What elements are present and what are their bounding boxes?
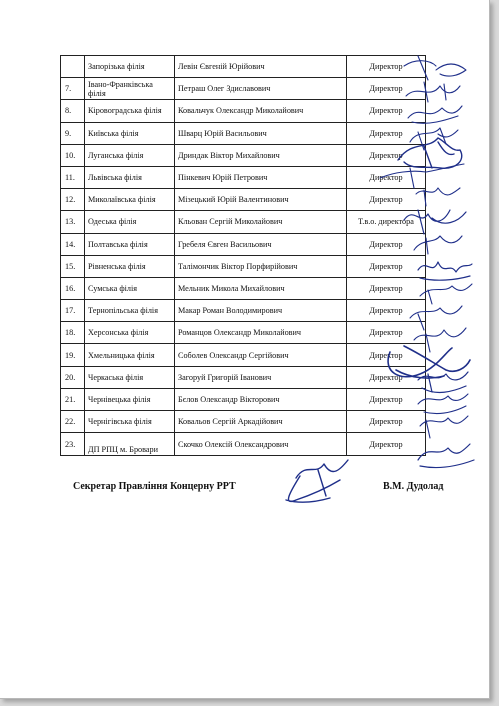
person-name: Мельник Микола Михайлович — [175, 277, 347, 299]
branch-name: Хмельницька філія — [85, 344, 175, 366]
row-number: 18. — [61, 322, 85, 344]
person-name: Ковальов Сергій Аркадійович — [175, 411, 347, 433]
row-number: 8. — [61, 100, 85, 122]
signature-row-16 — [420, 284, 472, 304]
table-row — [61, 388, 426, 410]
branch-name: Івано-Франківська філія — [85, 78, 175, 100]
row-number: 19. — [61, 344, 85, 366]
row-number: 11. — [61, 166, 85, 188]
table-row — [61, 56, 426, 78]
person-name: Романцов Олександр Миколайович — [175, 322, 347, 344]
person-name: Загоруй Григорій Іванович — [175, 366, 347, 388]
table-row — [61, 300, 426, 322]
row-number: 22. — [61, 411, 85, 433]
row-number: 12. — [61, 189, 85, 211]
person-name: Пінкевич Юрій Петрович — [175, 166, 347, 188]
position: Директор — [347, 189, 426, 211]
branch-name: Херсонська філія — [85, 322, 175, 344]
signature-secretary — [286, 460, 348, 502]
branch-name: Рівненська філія — [85, 255, 175, 277]
row-number: 23. — [61, 433, 85, 456]
table-row — [61, 100, 426, 122]
branch-name: Кіровоградська філія — [85, 100, 175, 122]
table-row — [61, 277, 426, 299]
table-row — [61, 233, 426, 255]
signature-row-15 — [418, 262, 472, 280]
position: Т.в.о. директора — [347, 211, 426, 233]
person-name: Ковальчук Олександр Миколайович — [175, 100, 347, 122]
person-name: Талімончик Віктор Порфирійович — [175, 255, 347, 277]
branch-name: Чернігівська філія — [85, 411, 175, 433]
person-name: Петраш Олег Здиславович — [175, 78, 347, 100]
person-name: Кльован Сергій Миколайович — [175, 211, 347, 233]
row-number: 17. — [61, 300, 85, 322]
table-row — [61, 144, 426, 166]
position: Директор — [347, 388, 426, 410]
secretary-title: Секретар Правління Концерну РРТ — [73, 481, 236, 492]
directors-table — [60, 55, 426, 456]
position: Директор — [347, 255, 426, 277]
table-row — [61, 344, 426, 366]
person-name: Соболев Олександр Сергійович — [175, 344, 347, 366]
branch-name: Чернівецька філія — [85, 388, 175, 410]
position: Директор — [347, 122, 426, 144]
person-name: Гребеля Євген Васильович — [175, 233, 347, 255]
person-name: Мізецький Юрій Валентинович — [175, 189, 347, 211]
row-number: 15. — [61, 255, 85, 277]
row-number: 10. — [61, 144, 85, 166]
row-number: 16. — [61, 277, 85, 299]
table-row — [61, 166, 426, 188]
person-name: Дриндак Віктор Михайлович — [175, 144, 347, 166]
branch-name: Полтавська філія — [85, 233, 175, 255]
branch-name: Миколаївська філія — [85, 189, 175, 211]
row-number: 20. — [61, 366, 85, 388]
row-number: 7. — [61, 78, 85, 100]
table-row — [61, 255, 426, 277]
position: Директор — [347, 433, 426, 456]
position: Директор — [347, 411, 426, 433]
table-row — [61, 322, 426, 344]
branch-name: Львівська філія — [85, 166, 175, 188]
signature-row-22 — [420, 416, 468, 438]
row-number: 14. — [61, 233, 85, 255]
row-number: 9. — [61, 122, 85, 144]
position: Директор — [347, 100, 426, 122]
row-number: 13. — [61, 211, 85, 233]
position: Директор — [347, 322, 426, 344]
branch-name: Тернопільська філія — [85, 300, 175, 322]
person-name: Бєлов Олександр Вікторович — [175, 388, 347, 410]
position: Директор — [347, 344, 426, 366]
table-row — [61, 78, 426, 100]
table-row — [61, 433, 426, 456]
position: Директор — [347, 166, 426, 188]
table-body — [61, 56, 426, 456]
branch-name: ДП РПЦ м. Бровари — [85, 433, 175, 456]
branch-name: Запорізька філія — [85, 56, 175, 78]
branch-name: Луганська філія — [85, 144, 175, 166]
person-name: Шварц Юрій Васильович — [175, 122, 347, 144]
signature-row-23 — [418, 444, 474, 468]
person-name: Левін Євгеній Юрійович — [175, 56, 347, 78]
table-row — [61, 189, 426, 211]
position: Директор — [347, 144, 426, 166]
position: Директор — [347, 78, 426, 100]
row-number — [61, 56, 85, 78]
position: Директор — [347, 300, 426, 322]
table-row — [61, 211, 426, 233]
table-row — [61, 411, 426, 433]
position: Директор — [347, 56, 426, 78]
person-name: Макар Роман Володимирович — [175, 300, 347, 322]
branch-name: Одеська філія — [85, 211, 175, 233]
person-name: Скочко Олексій Олександрович — [175, 433, 347, 456]
position: Директор — [347, 366, 426, 388]
row-number: 21. — [61, 388, 85, 410]
table-row — [61, 366, 426, 388]
branch-name: Черкаська філія — [85, 366, 175, 388]
position: Директор — [347, 233, 426, 255]
branch-name: Сумська філія — [85, 277, 175, 299]
branch-name: Київська філія — [85, 122, 175, 144]
secretary-name: В.М. Дудолад — [383, 481, 444, 492]
position: Директор — [347, 277, 426, 299]
table-row — [61, 122, 426, 144]
